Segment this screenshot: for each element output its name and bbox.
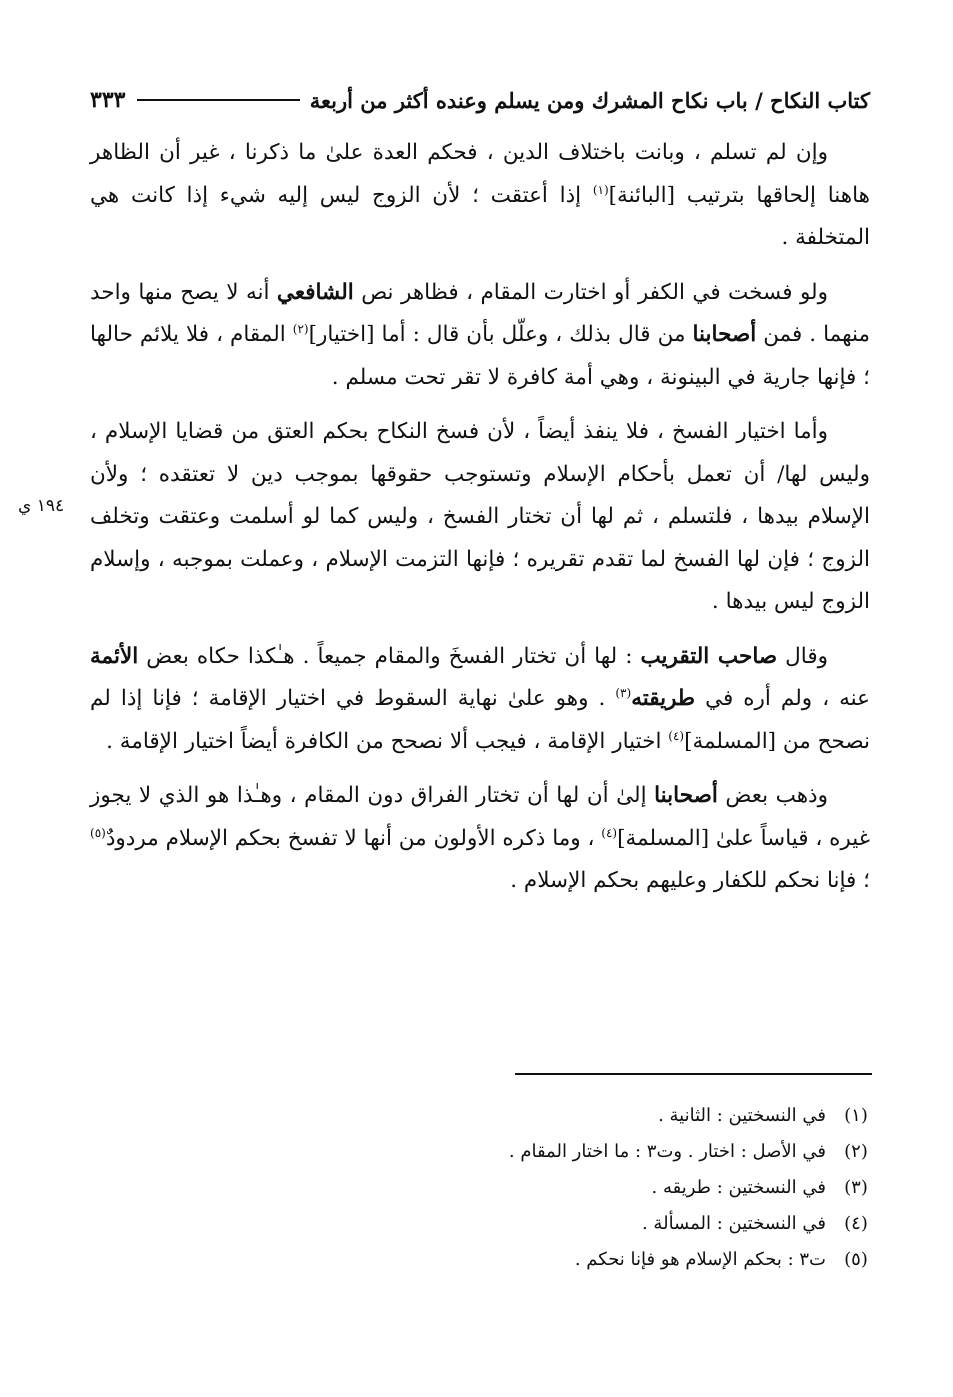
text-run: ، وما ذكره الأولون من أنها لا تفسخ بحكم الإسلام مردودٌ xyxy=(105,825,602,851)
paragraph xyxy=(90,411,870,624)
footnote-number: (٢) xyxy=(844,1141,868,1162)
footnote-number: (٣) xyxy=(844,1177,868,1198)
text-run: : لها أن تختار الفسخَ والمقام جميعاً . هـٰكذا حكاه بعض xyxy=(138,643,641,669)
header-title: كتاب النكاح / باب نكاح المشرك ومن يسلم وعنده أكثر من أربعة xyxy=(309,87,870,113)
bold-name: الأئمة xyxy=(90,643,139,669)
text-run: . وهو علىٰ نهاية السقوط في اختيار الإقامة ؛ فإنا إذا لم نصحح من [المسلمة] xyxy=(90,686,870,754)
paragraph xyxy=(90,636,870,764)
bold-name: أصحابنا xyxy=(654,783,718,808)
footnote-number: (٥) xyxy=(844,1249,868,1270)
text-run: ولو فسخت في الكفر أو اختارت المقام ، فظاهر نص xyxy=(353,279,828,305)
text-run: وذهب بعض xyxy=(717,783,828,808)
footnotes xyxy=(300,1098,878,1278)
paragraph xyxy=(90,272,870,400)
margin-folio-note: ١٩٤ ي xyxy=(18,496,65,516)
footnote-separator xyxy=(515,1073,872,1075)
footnote-text: في الأصل : اختار . وت٣ : ما اختار المقام . xyxy=(508,1141,826,1162)
bold-name: أصحابنا xyxy=(692,322,757,347)
footnote-ref[interactable]: (٢) xyxy=(292,321,309,336)
text-run: إلىٰ أن لها أن تختار الفراق دون المقام ، وهـٰذا هو الذي لا يجوز غيره ، قياساً علىٰ [المسلمة] xyxy=(90,783,870,851)
running-header xyxy=(90,80,870,120)
footnote-ref[interactable]: (٥) xyxy=(90,825,106,840)
footnote-text: في النسختين : المسألة . xyxy=(641,1213,826,1234)
text-run: عنه ، ولم أره في xyxy=(695,686,870,711)
header-rule xyxy=(137,99,299,101)
footnote-text: في النسختين : الثانية . xyxy=(658,1105,826,1126)
text-run: أنه لا يصح منها واحد منهما . فمن xyxy=(90,279,871,347)
footnote-item xyxy=(300,1242,878,1278)
text-run: من قال بذلك ، وعلّل بأن قال : أما [اختيار] xyxy=(308,322,693,347)
text-run: المقام ، فلا يلائم حالها ؛ فإنها جارية في البينونة ، وهي أمة كافرة لا تقر تحت مسلم . xyxy=(90,322,870,390)
text-run: وإن لم تسلم ، وبانت باختلاف الدين ، فحكم العدة علىٰ ما ذكرنا ، غير أن الظاهر هاهنا إلحاقها بترتيب [البائنة] xyxy=(90,140,870,208)
footnote-ref[interactable]: (٤) xyxy=(668,728,685,743)
footnote-number: (١) xyxy=(844,1105,868,1126)
footnote-item xyxy=(300,1134,878,1170)
footnote-ref[interactable]: (٤) xyxy=(601,825,618,840)
footnote-item xyxy=(300,1206,878,1242)
main-text xyxy=(90,132,870,915)
footnote-text: في النسختين : طريقه . xyxy=(651,1177,826,1198)
paragraph xyxy=(90,775,870,903)
text-run: وأما اختيار الفسخ ، فلا ينفذ أيضاً ، لأن فسخ النكاح بحكم العتق من قضايا الإسلام ، وليس لها/ أن تعمل بأحكام الإسلام وتستوجب حقوقها بموجب دين لا تعتقده ؛ ولأن الإسلام بيدها ، فلتسلم ، ثم لها أن تختار الفسخ ، وليس كما لو أسلمت وعتقت وتخلف الزوج ؛ فإن لها الفسخ لما تقدم تقريره ؛ فإنها التزمت الإسلام ، وعملت بموجبه ، وإسلام الزوج ليس بيدها . xyxy=(90,419,870,614)
footnote-item xyxy=(300,1098,878,1134)
bold-name: طريقته xyxy=(631,686,696,711)
page-number: ٣٣٣ xyxy=(90,87,126,113)
footnote-item xyxy=(300,1170,878,1206)
text-run: ؛ فإنا نحكم للكفار وعليهم بحكم الإسلام . xyxy=(510,868,870,893)
bold-name: الشافعي xyxy=(276,279,354,305)
footnote-ref[interactable]: (١) xyxy=(592,182,609,197)
footnote-text: ت٣ : بحكم الإسلام هو فإنا نحكم . xyxy=(574,1249,826,1270)
footnote-ref[interactable]: (٣) xyxy=(615,685,632,700)
text-run: وقال xyxy=(777,643,828,669)
footnote-number: (٤) xyxy=(844,1213,868,1234)
paragraph xyxy=(90,132,870,260)
text-run: إذا أعتقت ؛ لأن الزوج ليس إليه شيء إذا كانت هي المتخلفة . xyxy=(90,182,870,250)
text-run: اختيار الإقامة ، فيجب ألا نصحح من الكافرة أيضاً اختيار الإقامة . xyxy=(106,728,669,754)
bold-name: صاحب التقريب xyxy=(640,643,778,669)
